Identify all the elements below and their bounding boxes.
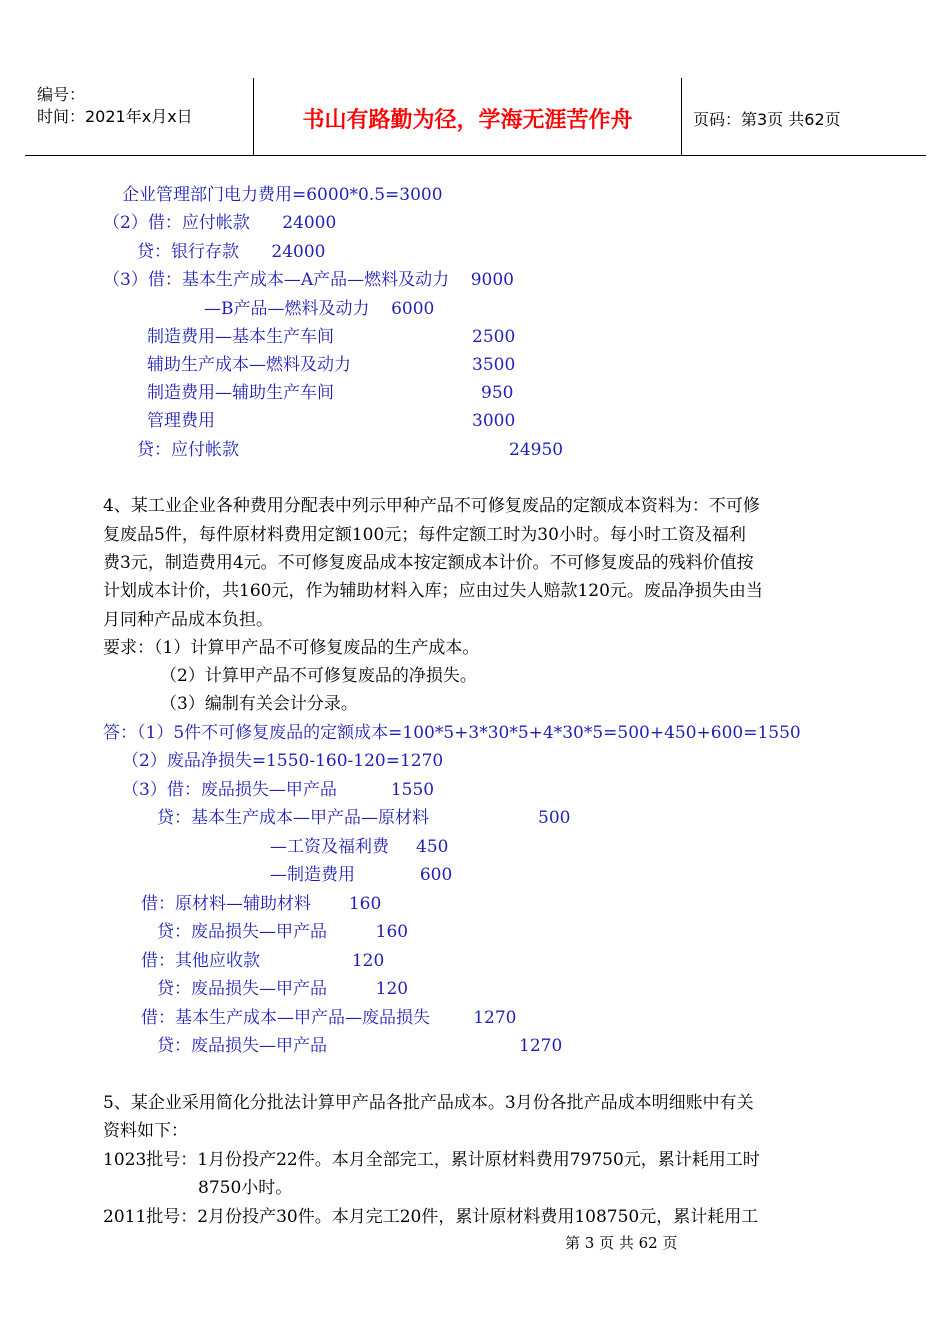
text-line: （3）借：废品损失—甲产品 1550	[122, 780, 435, 800]
text-line: 贷：应付帐款	[137, 440, 239, 460]
time-label: 时间：2021年x月x日	[37, 107, 193, 126]
text-line: 2011批号：2月份投产30件。本月完工20件，累计原材料费用108750元，累计耗用工	[103, 1207, 759, 1227]
text-line: （2）废品净损失=1550-160-120=1270	[122, 751, 444, 771]
text-line: 贷：废品损失—甲产品 160	[157, 922, 409, 942]
text-line: 复废品5件，每件原材料费用定额100元；每件定额工时为30小时。每小时工资及福利	[103, 525, 746, 545]
text-line: 贷：基本生产成本—甲产品—原材料	[157, 808, 429, 828]
text-line: 3000	[472, 411, 516, 431]
text-line: —B产品—燃料及动力 6000	[204, 299, 435, 319]
text-line: 答：（1）5件不可修复废品的定额成本=100*5+3*30*5+4*30*5=500+450+600=1550	[103, 723, 801, 743]
text-line: 950	[481, 383, 514, 403]
text-line: （3）借：基本生产成本—A产品—燃料及动力 9000	[103, 270, 514, 290]
text-line: 8750小时。	[198, 1178, 293, 1198]
header-right-cell	[681, 78, 926, 155]
text-line: （2）借：应付帐款 24000	[103, 213, 337, 233]
text-line: 3500	[472, 355, 516, 375]
text-line: 贷：废品损失—甲产品	[157, 1036, 327, 1056]
page-code: 页码：第3页 共62页	[693, 110, 841, 129]
motto: 书山有路勤为径，学海无涯苦作舟	[302, 108, 633, 133]
text-line: 费3元，制造费用4元。不可修复废品成本按定额成本计价。不可修复废品的残料价值按	[103, 553, 754, 573]
text-line: 要求：（1）计算甲产品不可修复废品的生产成本。	[103, 638, 480, 658]
text-line: 借：其他应收款 120	[141, 951, 385, 971]
text-line: 企业管理部门电力费用=6000*0.5=3000	[122, 185, 443, 205]
text-line: 计划成本计价，共160元，作为辅助材料入库；应由过失人赔款120元。废品净损失由当	[103, 581, 763, 601]
text-line: （2）计算甲产品不可修复废品的净损失。	[160, 666, 477, 686]
text-line: 资料如下：	[103, 1121, 188, 1141]
header-left-cell	[25, 78, 253, 155]
text-line: 2500	[472, 327, 516, 347]
text-line: 月同种产品成本负担。	[103, 610, 273, 630]
header-motto-cell	[253, 78, 682, 155]
text-line: 管理费用	[147, 411, 215, 431]
text-line: 制造费用—基本生产车间	[147, 327, 334, 347]
text-line: 借：原材料—辅助材料 160	[141, 894, 382, 914]
text-line: 500	[538, 808, 571, 828]
text-line: （3）编制有关会计分录。	[160, 694, 358, 714]
text-line: 1270	[519, 1036, 563, 1056]
text-line: 24950	[509, 440, 564, 460]
text-line: —制造费用 600	[270, 865, 453, 885]
number-label: 编号：	[37, 85, 86, 104]
text-line: 贷：银行存款 24000	[137, 242, 326, 262]
text-line: 贷：废品损失—甲产品 120	[157, 979, 409, 999]
text-line: 1023批号：1月份投产22件。本月全部完工，累计原材料费用79750元，累计耗用工时	[103, 1150, 760, 1170]
text-line: —工资及福利费 450	[270, 837, 449, 857]
page-footer: 第 3 页 共 62 页	[565, 1234, 678, 1252]
text-line: 5、某企业采用简化分批法计算甲产品各批产品成本。3月份各批产品成本明细账中有关	[103, 1093, 754, 1113]
text-line: 借：基本生产成本—甲产品—废品损失 1270	[141, 1008, 517, 1028]
text-line: 4、某工业企业各种费用分配表中列示甲种产品不可修复废品的定额成本资料为：不可修	[103, 496, 760, 516]
page-header	[25, 78, 926, 156]
text-line: 制造费用—辅助生产车间	[147, 383, 334, 403]
text-line: 辅助生产成本—燃料及动力	[147, 355, 351, 375]
